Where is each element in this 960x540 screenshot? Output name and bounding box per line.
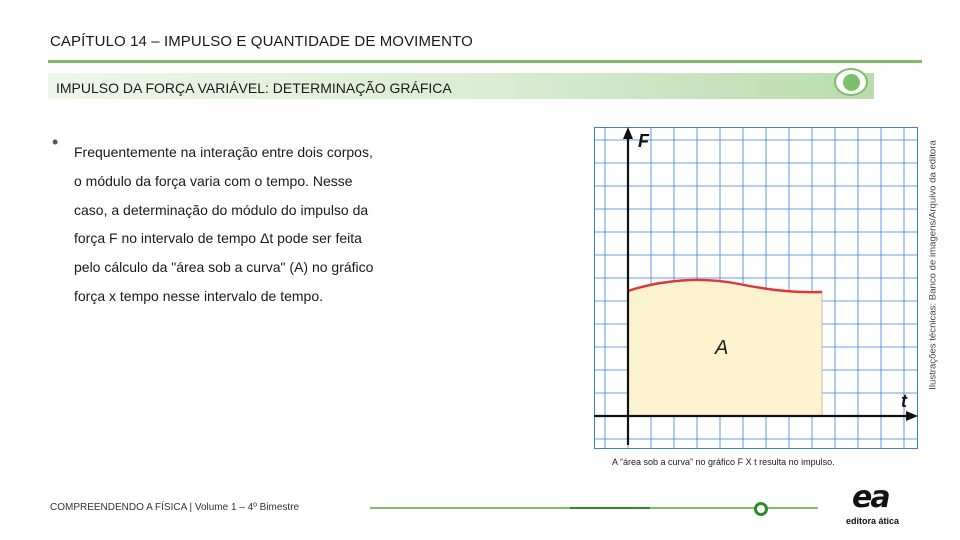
paragraph-line: pelo cálculo da "área sob a curva" (A) no gráfico <box>74 259 374 276</box>
body-paragraph <box>74 138 504 311</box>
image-credit <box>925 115 941 415</box>
logo-text: editora ática <box>846 516 900 526</box>
x-axis-label: t <box>901 391 907 411</box>
y-axis-label: F <box>638 131 649 151</box>
y-axis-arrow-icon <box>623 127 633 139</box>
force-time-graph <box>594 127 918 449</box>
paragraph-line: Frequentemente na interação entre dois corpos, <box>74 144 373 160</box>
chapter-title: CAPÍTULO 14 – IMPULSO E QUANTIDADE DE MOVIMENTO <box>50 33 473 50</box>
paragraph-line: o módulo da força varia com o tempo. Nesse <box>74 172 353 189</box>
paragraph-line: caso, a determinação do módulo do impulso da <box>74 201 369 218</box>
publisher-logo <box>846 482 910 530</box>
header-divider <box>48 60 922 63</box>
footer-circle-icon <box>754 502 768 516</box>
footer-divider-accent <box>570 507 650 509</box>
section-title: IMPULSO DA FORÇA VARIÁVEL: DETERMINAÇÃO GRÁFICA <box>56 80 452 96</box>
area-label: A <box>715 337 729 359</box>
footer-text: COMPREENDENDO A FÍSICA | Volume 1 – 4º Bimestre <box>50 502 300 513</box>
logo-mark: ea <box>852 480 889 515</box>
circle-badge-icon <box>834 68 868 96</box>
paragraph-line: força x tempo nesse intervalo de tempo. <box>74 287 324 304</box>
paragraph-line: força F no intervalo de tempo Δt pode ser feita <box>74 230 362 247</box>
bullet-icon: • <box>52 132 59 152</box>
x-axis-arrow-icon <box>906 411 918 421</box>
figure-caption: A “área sob a curva” no gráfico F X t resulta no impulso. <box>612 457 835 467</box>
image-credit-text: Ilustrações técnicas: Banco de imagens/Arquivo da editora <box>927 140 939 390</box>
